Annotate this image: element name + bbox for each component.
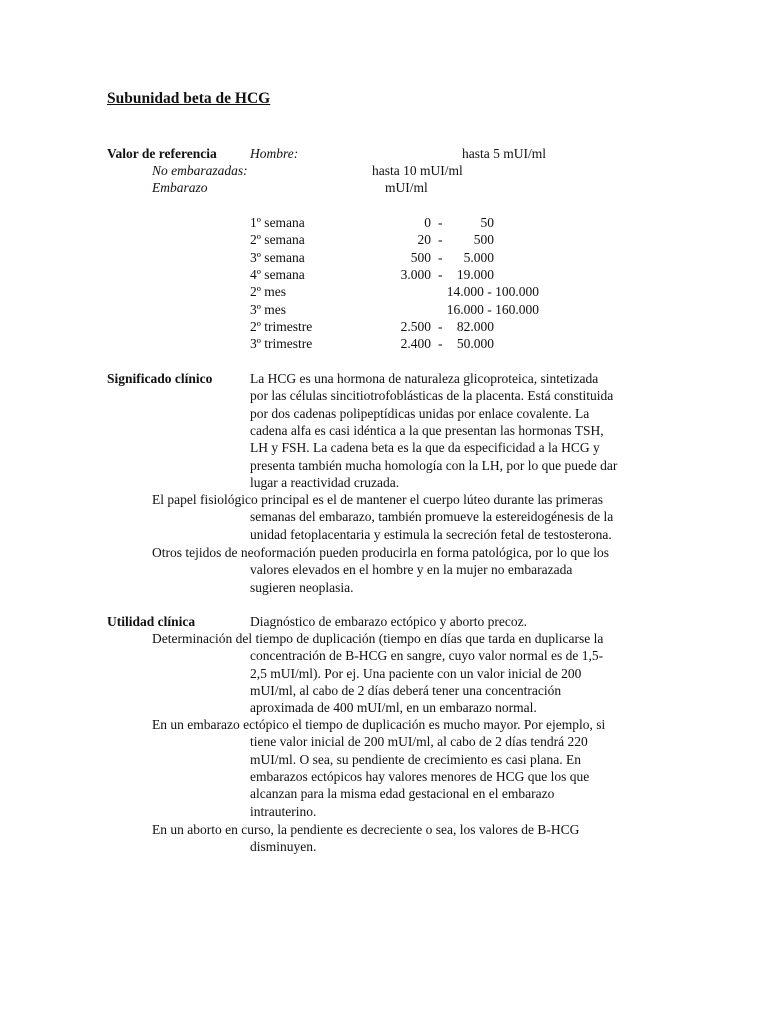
paragraph-line: por las células sincitiotrofoblásticas de la placenta. Está constituida bbox=[250, 388, 614, 404]
table-high-value: 50 bbox=[480, 215, 494, 230]
paragraph-line: semanas del embarazo, también promueve la estereidogénesis de la bbox=[250, 509, 614, 525]
paragraph-line: concentración de B-HCG en sangre, cuyo valor normal es de 1,5- bbox=[250, 648, 604, 664]
utilidad-p3-first-line: En un aborto en curso, la pendiente es decreciente o sea, los valores de B-HCG bbox=[152, 822, 580, 837]
table-separator: - bbox=[438, 249, 443, 265]
table-period: 1º semana bbox=[250, 215, 305, 230]
paragraph-line: por dos cadenas polipeptídicas unidas por enlace covalente. La bbox=[250, 405, 590, 421]
paragraph-line: valores elevados en el hombre y en la mujer no embarazada bbox=[250, 562, 573, 578]
table-low-value: 3.000 bbox=[400, 266, 431, 282]
hombre-value: hasta 5 mUI/ml bbox=[462, 146, 546, 161]
utilidad-first-line: Diagnóstico de embarazo ectópico y aborto precoz. bbox=[250, 614, 528, 629]
table-period: 2º semana bbox=[250, 232, 305, 248]
table-low-value: 2.400 bbox=[400, 336, 431, 352]
table-high-value: 5.000 bbox=[463, 249, 494, 265]
table-high-value: 500 bbox=[473, 232, 494, 248]
paragraph-line: sugieren neoplasia. bbox=[250, 579, 354, 595]
paragraph-line: aproximada de 400 mUI/ml, en un embarazo normal. bbox=[250, 700, 537, 716]
paragraph-line: 2,5 mUI/ml). Por ej. Una paciente con un valor inicial de 200 bbox=[250, 665, 582, 681]
table-period: 4º semana bbox=[250, 266, 305, 282]
utilidad-label: Utilidad clínica bbox=[107, 614, 196, 629]
table-low-value: 0 bbox=[424, 215, 431, 230]
no-embarazadas-label: No embarazadas: bbox=[152, 163, 248, 178]
utilidad-p2-first-line: En un embarazo ectópico el tiempo de duplicación es mucho mayor. Por ejemplo, si bbox=[152, 717, 606, 732]
paragraph-line: disminuyen. bbox=[250, 839, 317, 855]
paragraph-line: presenta también mucha homología con la LH, por lo que puede dar bbox=[250, 457, 618, 473]
table-low-value: 20 bbox=[417, 232, 431, 248]
table-period: 2º mes bbox=[250, 284, 287, 300]
table-separator: - bbox=[438, 232, 443, 248]
embarazo-unit: mUI/ml bbox=[385, 180, 428, 195]
table-low-value: 2.500 bbox=[400, 318, 431, 334]
paragraph-line: intrauterino. bbox=[250, 803, 317, 819]
paragraph-line: lugar a reactividad cruzada. bbox=[250, 474, 400, 490]
paragraph-line: mUI/ml. O sea, su pendiente de crecimiento es casi plana. En bbox=[250, 751, 582, 767]
hombre-label: Hombre: bbox=[250, 146, 299, 161]
table-separator: - bbox=[438, 336, 443, 352]
paragraph-line: mUI/ml, al cabo de 2 días deberá tener una concentración bbox=[250, 682, 562, 698]
significado-label: Significado clínico bbox=[107, 371, 213, 386]
table-high-value: 82.000 bbox=[456, 318, 494, 334]
table-separator: - bbox=[438, 266, 443, 282]
paragraph-line: cadena alfa es casi idéntica a la que presentan las hormonas TSH, bbox=[250, 422, 604, 438]
no-embarazadas-value: hasta 10 mUI/ml bbox=[372, 163, 463, 178]
significado-p2-first-line: El papel fisiológico principal es el de mantener el cuerpo lúteo durante las primeras bbox=[152, 492, 603, 507]
table-separator: - bbox=[438, 215, 443, 230]
table-period: 3º semana bbox=[250, 249, 305, 265]
table-range: 16.000 - 160.000 bbox=[446, 301, 539, 317]
table-separator: - bbox=[438, 318, 443, 334]
paragraph-line: unidad fetoplacentaria y estimula la secreción fetal de testosterona. bbox=[250, 526, 612, 542]
table-high-value: 19.000 bbox=[456, 266, 494, 282]
paragraph-line: alcanzan para la misma edad gestacional en el embarazo bbox=[250, 786, 555, 802]
reference-label: Valor de referencia bbox=[107, 146, 217, 161]
table-period: 2º trimestre bbox=[250, 318, 313, 334]
table-high-value: 50.000 bbox=[456, 336, 494, 352]
paragraph-line: embarazos ectópicos hay valores menores de HCG que los que bbox=[250, 768, 590, 784]
table-low-value: 500 bbox=[410, 249, 431, 265]
significado-p3-first-line: Otros tejidos de neoformación pueden producirla en forma patológica, por lo que los bbox=[152, 545, 609, 560]
paragraph-line: tiene valor inicial de 200 mUI/ml, al cabo de 2 días tendrá 220 bbox=[250, 734, 588, 750]
table-period: 3º trimestre bbox=[250, 336, 313, 352]
table-range: 14.000 - 100.000 bbox=[446, 284, 539, 300]
embarazo-label: Embarazo bbox=[152, 180, 208, 195]
utilidad-p1-first-line: Determinación del tiempo de duplicación (tiempo en días que tarda en duplicarse la bbox=[152, 631, 604, 646]
paragraph-line: LH y FSH. La cadena beta es la que da especificidad a la HCG y bbox=[250, 440, 600, 456]
table-period: 3º mes bbox=[250, 301, 287, 317]
page-title: Subunidad beta de HCG bbox=[107, 90, 271, 107]
paragraph-line: La HCG es una hormona de naturaleza glicoproteica, sintetizada bbox=[250, 371, 599, 386]
